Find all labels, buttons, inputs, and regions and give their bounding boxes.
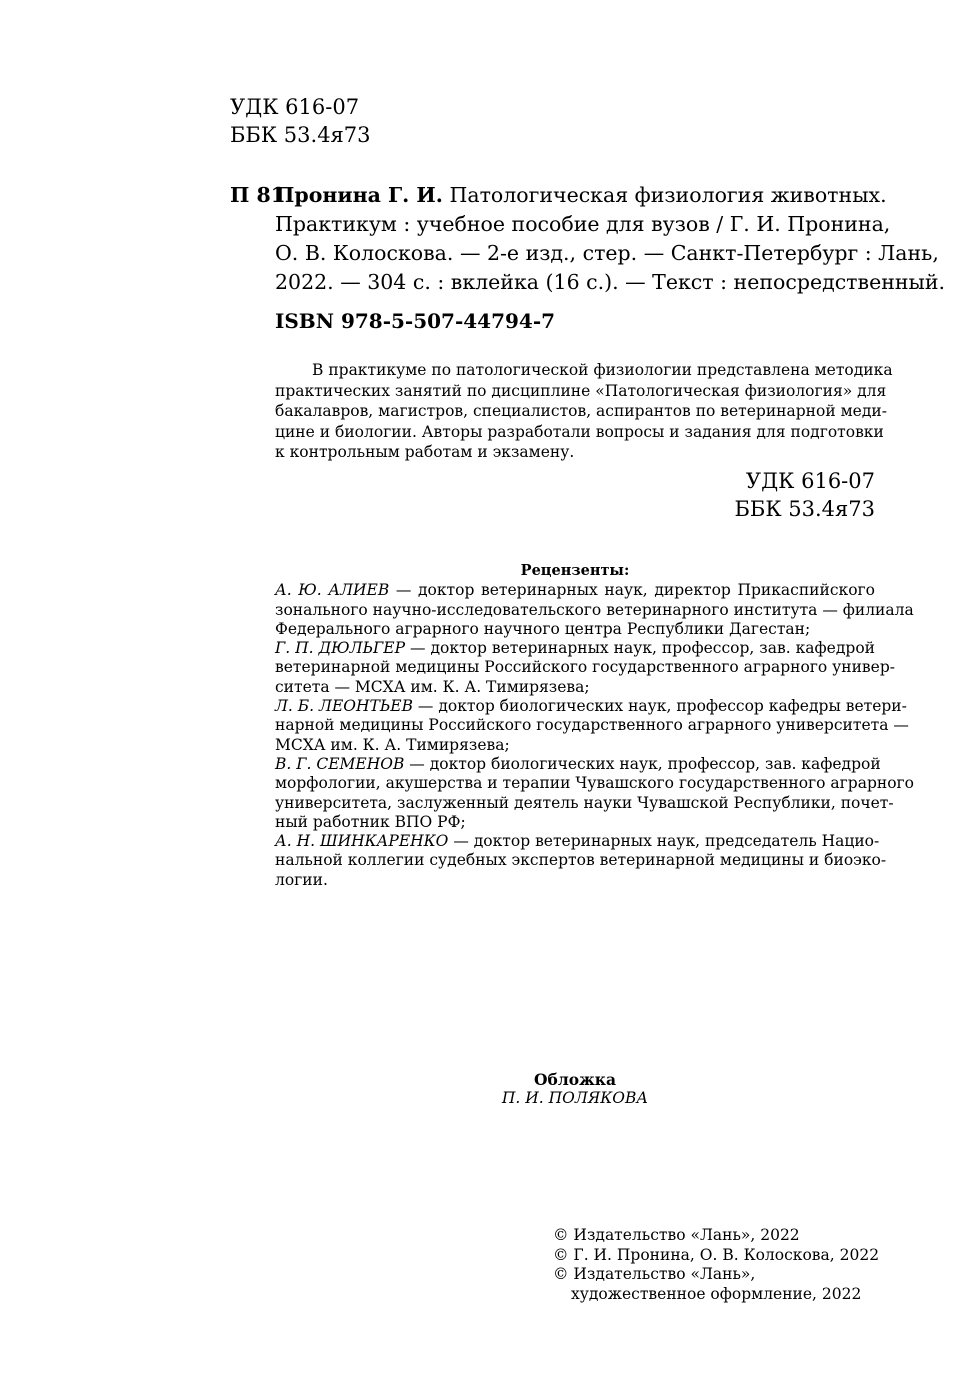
copyright-block — [553, 1226, 879, 1304]
annotation-line: бакалавров, магистров, специалистов, аспирантов по ветеринарной меди- — [275, 402, 887, 420]
udk-code: УДК 616-07 — [230, 95, 360, 119]
copyright-line: © Издательство «Лань», 2022 — [553, 1226, 800, 1244]
bibliographic-description — [275, 181, 946, 297]
book-title: Патологическая физиология животных. — [449, 183, 887, 207]
bibliographic-entry — [230, 181, 946, 297]
reviewer-line: нальной коллегии судебных экспертов ветеринарной медицины и биоэко- — [275, 851, 887, 870]
reviewer-line: нарной медицины Российского государственного аграрного университета — — [275, 716, 909, 735]
reviewer-name: А. Ю. АЛИЕВ — [275, 581, 390, 600]
reviewer-line: Л. Б. ЛЕОНТЬЕВ — доктор биологических наук, профессор кафедры ветери- — [275, 697, 907, 716]
reviewer-line: ный работник ВПО РФ; — [275, 812, 466, 831]
reviewer-line: морфологии, акушерства и терапии Чувашского государственного аграрного — [275, 774, 914, 793]
entry-line: Практикум : учебное пособие для вузов / Г. И. Пронина, — [275, 212, 891, 236]
reviewer-line: университета, заслуженный деятель науки Чувашской Республики, почет- — [275, 793, 894, 812]
reviewer-name: Г. П. ДЮЛЬГЕР — [275, 639, 406, 658]
bbk-code: ББК 53.4я73 — [230, 123, 371, 147]
reviewer-line: А. Н. ШИНКАРЕНКО — доктор ветеринарных наук, председатель Нацио- — [275, 832, 880, 851]
annotation-line: цине и биологии. Авторы разработали вопросы и задания для подготовки — [275, 422, 884, 441]
author-sign: П 81 — [230, 183, 286, 207]
annotation-line: В практикуме по патологической физиологии представлена методика — [312, 361, 893, 379]
copyright-line: © Г. И. Пронина, О. В. Колоскова, 2022 — [553, 1245, 880, 1264]
entry-line: 2022. — 304 с. : вклейка (16 с.). — Текст : непосредственный. — [275, 270, 946, 294]
reviewer-line: Г. П. ДЮЛЬГЕР — доктор ветеринарных наук, профессор, зав. кафедрой — [275, 639, 875, 658]
reviewer-line: Федерального аграрного научного центра Республики Дагестан; — [275, 619, 811, 638]
reviewer-line: ситета — МСХА им. К. А. Тимирязева; — [275, 677, 590, 696]
reviewer-name: А. Н. ШИНКАРЕНКО — [275, 832, 449, 851]
author-name: Пронина Г. И. — [275, 183, 443, 207]
annotation — [275, 360, 893, 463]
isbn: ISBN 978-5-507-44794-7 — [275, 309, 556, 333]
reviewer-name: В. Г. СЕМЕНОВ — [275, 754, 405, 773]
annotation-line: практических занятий по дисциплине «Патологическая физиология» для — [275, 381, 887, 400]
annotation-line: к контрольным работам и экзамену. — [275, 443, 575, 461]
reviewer-line: логии. — [275, 870, 328, 889]
cover-label: Обложка — [534, 1070, 616, 1089]
copyright-line: © Издательство «Лань», — [553, 1265, 756, 1283]
entry-line: О. В. Колоскова. — 2-е изд., стер. — Санкт-Петербург : Лань, — [275, 241, 939, 265]
cover-credit — [475, 1070, 675, 1108]
reviewer-line: зонального научно-исследовательского ветеринарного института — филиала — [275, 600, 914, 619]
reviewer-name: Л. Б. ЛЕОНТЬЕВ — [275, 697, 413, 716]
reviewer-line: В. Г. СЕМЕНОВ — доктор биологических наук, профессор, зав. кафедрой — [275, 754, 881, 773]
entry-line — [275, 181, 887, 210]
classification-header — [230, 93, 371, 149]
classification-codes — [734, 467, 875, 523]
bbk-code: ББК 53.4я73 — [734, 497, 875, 521]
copyright-line: художественное оформление, 2022 — [571, 1284, 862, 1303]
udk-code: УДК 616-07 — [745, 469, 875, 493]
cover-designer: П. И. ПОЛЯКОВА — [501, 1089, 649, 1107]
reviewer-line: ветеринарной медицины Российского государственного аграрного универ- — [275, 658, 895, 677]
reviewer-line: А. Ю. АЛИЕВ — доктор ветеринарных наук, директор Прикаспийского — [275, 581, 875, 600]
reviewer-line: МСХА им. К. А. Тимирязева; — [275, 735, 510, 754]
reviewers-title: Рецензенты: — [520, 562, 630, 579]
reviewers-section — [275, 561, 914, 890]
